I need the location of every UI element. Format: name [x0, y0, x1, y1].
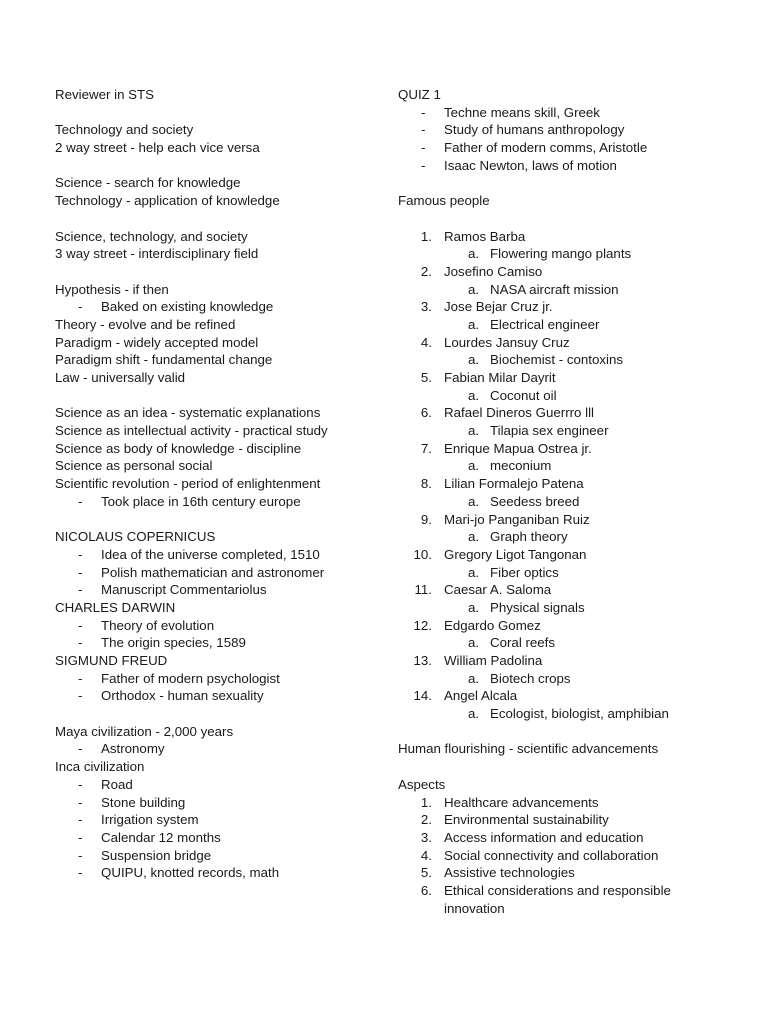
sub-list-letter: a.: [468, 387, 480, 403]
bullet-dash: -: [78, 794, 83, 810]
list-item: [398, 829, 718, 847]
text-line: Aspects: [398, 776, 446, 792]
list-item: [398, 670, 718, 688]
list-number: 5.: [420, 370, 432, 385]
list-item: [398, 599, 718, 617]
blank-line: [55, 210, 375, 228]
list-item: [55, 687, 375, 705]
bullet-dash: -: [78, 688, 83, 704]
text-line: CHARLES DARWIN: [55, 599, 176, 615]
sub-list-item-text: Flowering mango plants: [490, 246, 632, 262]
sub-list-letter: a.: [468, 246, 480, 262]
list-number: 13.: [413, 653, 432, 668]
bullet-dash: -: [78, 546, 83, 562]
list-item: [398, 864, 718, 882]
list-item: [398, 334, 718, 352]
list-number: 5.: [420, 865, 432, 881]
list-item-text: Fabian Milar Dayrit: [444, 370, 556, 385]
text-line: Technology and society: [55, 122, 194, 138]
blank-line: [55, 705, 375, 723]
list-item-text: Angel Alcala: [444, 688, 518, 704]
bullet-dash: -: [78, 776, 83, 792]
list-item: [55, 847, 375, 865]
list-number: 6.: [420, 882, 432, 898]
bullet-dash: -: [78, 741, 83, 757]
list-item: [398, 847, 718, 865]
list-number: 10.: [413, 546, 432, 562]
sub-list-item-text: Biotech crops: [490, 670, 571, 686]
list-item-text: Astronomy: [101, 741, 165, 757]
list-item-text: Baked on existing knowledge: [101, 299, 274, 315]
list-item: [398, 475, 718, 493]
list-item-text: Calendar 12 months: [101, 829, 221, 845]
blank-line: [55, 157, 375, 175]
sub-list-item-text: Seedess breed: [490, 493, 580, 509]
bullet-dash: -: [78, 847, 83, 863]
sub-list-item-text: Biochemist - contoxins: [490, 352, 624, 368]
list-item-text: Road: [101, 776, 133, 792]
list-number: 3.: [420, 829, 432, 845]
list-item: [398, 634, 718, 652]
list-item: [398, 228, 718, 246]
text-line: Maya civilization - 2,000 years: [55, 723, 234, 739]
list-item: [398, 104, 718, 122]
list-item: [55, 776, 375, 794]
list-item-text: The origin species, 1589: [101, 635, 246, 651]
blank-line: [55, 387, 375, 405]
list-item: [55, 493, 375, 511]
sub-list-letter: a.: [468, 599, 480, 615]
list-item: [398, 652, 718, 670]
bullet-dash: -: [78, 829, 83, 845]
sub-list-letter: a.: [468, 529, 480, 545]
bullet-dash: -: [421, 140, 426, 156]
list-item-text: Rafael Dineros Guerrro lll: [444, 405, 595, 421]
sub-list-letter: a.: [468, 423, 480, 439]
text-line: Paradigm shift - fundamental change: [55, 352, 273, 368]
list-item: [398, 121, 718, 139]
text-line: Science as intellectual activity - practical study: [55, 423, 328, 439]
sub-list-letter: a.: [468, 493, 480, 509]
list-number: 14.: [413, 688, 432, 704]
list-item: [398, 422, 718, 440]
list-item: [55, 298, 375, 316]
list-item-text: Environmental sustainability: [444, 812, 609, 828]
text-line: Scientific revolution - period of enlightenment: [55, 476, 321, 492]
list-number: 4.: [420, 847, 432, 863]
list-item-text: Orthodox - human sexuality: [101, 688, 264, 704]
list-item: [55, 811, 375, 829]
list-item-text: Ramos Barba: [444, 228, 526, 244]
sub-list-item-text: meconium: [490, 458, 552, 474]
sub-list-item-text: Coconut oil: [490, 387, 557, 403]
right-column: [398, 86, 718, 917]
list-item: [398, 157, 718, 175]
list-item-text: Study of humans anthropology: [444, 122, 625, 138]
text-line: Reviewer in STS: [55, 87, 155, 102]
list-item: [398, 546, 718, 564]
blank-line: [398, 758, 718, 776]
text-line: Law - universally valid: [55, 370, 186, 385]
list-item-text: Techne means skill, Greek: [444, 104, 600, 120]
list-item-text: Father of modern psychologist: [101, 670, 280, 686]
text-line: 3 way street - interdisciplinary field: [55, 246, 259, 262]
sub-list-item-text: Electrical engineer: [490, 316, 600, 332]
list-number: 12.: [413, 617, 432, 633]
sub-list-item-text: Fiber optics: [490, 564, 559, 580]
bullet-dash: -: [78, 564, 83, 580]
list-item: [398, 404, 718, 422]
list-item: [398, 245, 718, 263]
bullet-dash: -: [78, 493, 83, 509]
list-item-text: Mari-jo Panganiban Ruiz: [444, 511, 590, 527]
sub-list-letter: a.: [468, 316, 480, 332]
sub-list-letter: a.: [468, 458, 480, 474]
list-number: 6.: [420, 405, 432, 421]
list-item-text: Suspension bridge: [101, 847, 212, 863]
blank-line: [398, 723, 718, 741]
bullet-dash: -: [421, 122, 426, 138]
list-item-text: Manuscript Commentariolus: [101, 582, 267, 598]
list-item: [398, 794, 718, 812]
list-item-text: Ethical considerations and responsible innovation: [444, 882, 671, 916]
sub-list-letter: a.: [468, 670, 480, 686]
bullet-dash: -: [421, 104, 426, 120]
list-number: 2.: [420, 263, 432, 279]
sub-list-letter: a.: [468, 564, 480, 580]
list-number: 2.: [420, 812, 432, 828]
list-number: 8.: [420, 476, 432, 492]
list-item: [55, 864, 375, 882]
list-item-text: Took place in 16th century europe: [101, 493, 301, 509]
list-item-text: Stone building: [101, 794, 186, 810]
list-item-text: Josefino Camiso: [444, 263, 543, 279]
list-item: [55, 740, 375, 758]
list-item: [398, 351, 718, 369]
list-number: 11.: [414, 582, 432, 598]
list-item-text: Jose Bejar Cruz jr.: [444, 299, 553, 315]
sub-list-letter: a.: [468, 352, 480, 368]
list-item: [55, 581, 375, 599]
list-item: [398, 387, 718, 405]
list-item-text: Isaac Newton, laws of motion: [444, 157, 617, 173]
blank-line: [55, 511, 375, 529]
list-item-text: Caesar A. Saloma: [444, 582, 552, 598]
bullet-dash: -: [78, 670, 83, 686]
text-line: NICOLAUS COPERNICUS: [55, 529, 216, 545]
list-number: 3.: [420, 299, 432, 315]
bullet-dash: -: [78, 635, 83, 651]
text-line: Science, technology, and society: [55, 228, 248, 244]
list-item: [55, 670, 375, 688]
blank-line: [55, 104, 375, 122]
list-item-text: Enrique Mapua Ostrea jr.: [444, 440, 592, 456]
sub-list-letter: a.: [468, 706, 480, 722]
list-item: [55, 564, 375, 582]
list-item-text: William Padolina: [444, 653, 543, 668]
list-item: [55, 546, 375, 564]
list-number: 7.: [420, 440, 432, 456]
list-item: [398, 511, 718, 529]
list-item: [398, 457, 718, 475]
text-line: Hypothesis - if then: [55, 281, 169, 297]
list-item: [398, 298, 718, 316]
list-item: [398, 564, 718, 582]
list-number: 1.: [420, 794, 432, 810]
sub-list-item-text: Ecologist, biologist, amphibian: [490, 706, 669, 722]
blank-line: [55, 263, 375, 281]
list-item-text: Polish mathematician and astronomer: [101, 564, 325, 580]
list-item-text: Gregory Ligot Tangonan: [444, 546, 587, 562]
sub-list-item-text: Tilapia sex engineer: [490, 423, 609, 439]
sub-list-item-text: Coral reefs: [490, 635, 556, 651]
list-item: [398, 882, 718, 917]
list-item-text: Access information and education: [444, 829, 644, 845]
list-number: 1.: [420, 228, 432, 244]
list-item-text: Irrigation system: [101, 812, 199, 828]
list-item: [55, 617, 375, 635]
sub-list-letter: a.: [468, 635, 480, 651]
list-item-text: Social connectivity and collaboration: [444, 847, 659, 863]
list-item: [55, 794, 375, 812]
blank-line: [398, 210, 718, 228]
text-line: Science as body of knowledge - discipline: [55, 440, 302, 456]
list-item: [398, 440, 718, 458]
sub-list-item-text: Graph theory: [490, 529, 568, 545]
list-item: [398, 369, 718, 387]
list-item: [398, 811, 718, 829]
bullet-dash: -: [78, 617, 83, 633]
list-item: [398, 493, 718, 511]
list-item-text: Lilian Formalejo Patena: [444, 476, 584, 492]
text-line: Technology - application of knowledge: [55, 193, 280, 209]
list-item: [398, 687, 718, 705]
sub-list-item-text: Physical signals: [490, 599, 585, 615]
blank-line: [398, 174, 718, 192]
text-line: Human flourishing - scientific advancements: [398, 741, 659, 757]
list-item: [398, 705, 718, 723]
sub-list-letter: a.: [468, 281, 480, 297]
list-item: [398, 316, 718, 334]
text-line: Science as personal social: [55, 458, 213, 474]
text-line: Science - search for knowledge: [55, 175, 241, 191]
text-line: Theory - evolve and be refined: [55, 316, 236, 332]
text-line: Science as an idea - systematic explanations: [55, 405, 321, 421]
text-line: 2 way street - help each vice versa: [55, 140, 260, 156]
list-number: 9.: [420, 511, 432, 527]
list-item-text: Idea of the universe completed, 1510: [101, 546, 320, 562]
list-item: [398, 528, 718, 546]
list-item-text: Theory of evolution: [101, 617, 215, 633]
text-line: SIGMUND FREUD: [55, 653, 168, 668]
list-item-text: Edgardo Gomez: [444, 617, 541, 633]
list-item-text: Assistive technologies: [444, 865, 575, 881]
list-item: [398, 581, 718, 599]
text-line: QUIZ 1: [398, 87, 441, 102]
list-item: [398, 281, 718, 299]
bullet-dash: -: [78, 812, 83, 828]
list-number: 4.: [420, 334, 432, 350]
bullet-dash: -: [78, 299, 83, 315]
list-item-text: QUIPU, knotted records, math: [101, 865, 280, 881]
bullet-dash: -: [78, 865, 83, 881]
sub-list-item-text: NASA aircraft mission: [490, 281, 619, 297]
bullet-dash: -: [421, 157, 426, 173]
list-item-text: Lourdes Jansuy Cruz: [444, 334, 570, 350]
list-item: [398, 617, 718, 635]
list-item-text: Healthcare advancements: [444, 794, 599, 810]
left-column: [55, 86, 375, 882]
bullet-dash: -: [78, 582, 83, 598]
text-line: Paradigm - widely accepted model: [55, 334, 259, 350]
list-item: [55, 634, 375, 652]
list-item: [398, 263, 718, 281]
list-item: [398, 139, 718, 157]
text-line: Famous people: [398, 193, 490, 209]
text-line: Inca civilization: [55, 759, 145, 775]
list-item-text: Father of modern comms, Aristotle: [444, 140, 648, 156]
list-item: [55, 829, 375, 847]
